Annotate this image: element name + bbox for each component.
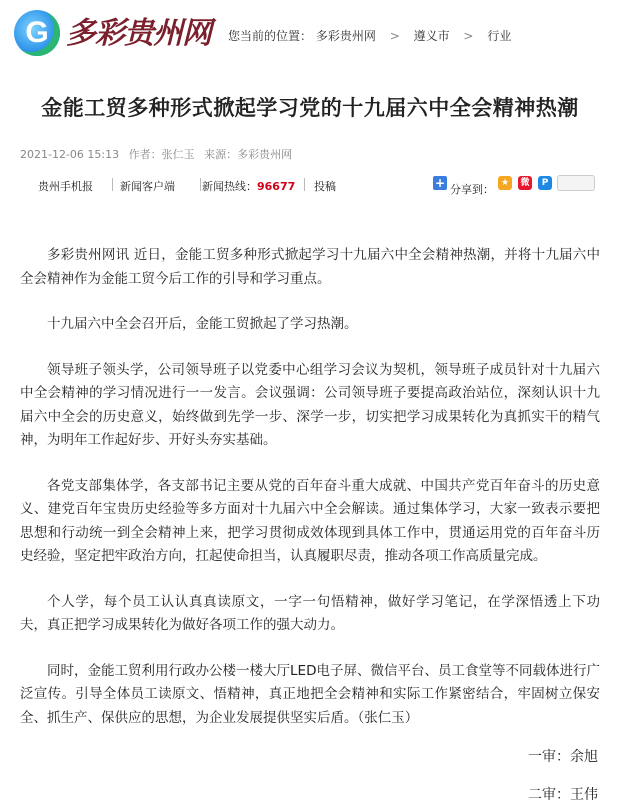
article-paragraph: 十九届六中全会召开后，金能工贸掀起了学习热潮。 [47,316,358,332]
news-hotline [202,178,295,194]
article-title: 金能工贸多种形式掀起学习党的十九届六中全会精神热潮 [41,95,579,120]
toolbar-divider [304,178,305,191]
breadcrumb-item-industry[interactable]: 行业 [487,29,512,43]
breadcrumb-item-city[interactable]: 遵义市 [413,29,450,43]
logo-g-mark [14,10,60,56]
article-paragraph: 各党支部集体学，各支部书记主要从党的百年奋斗重大成就、中国共产党百年奋斗的历史意义、建党百年宝贵历史经验等多方面对十九届六中全会解读。通过集体学习，大家一致表示要把思想和行动统一到全会精神上来，把学习贯彻成效体现到具体工作中，贯通运用党的百年奋斗历史经验，坚定把牢政治方向，扛起使命担当，认真履职尽责，推动各项工作高质量完成。 [20,477,600,564]
toolbar-divider [112,178,113,191]
site-logo[interactable] [14,10,224,62]
share-plus-icon[interactable]: + [434,176,446,190]
hotline-label: 新闻热线： [202,180,257,193]
article-toolbar [20,172,600,198]
article-paragraph: 多彩贵州网讯 近日，金能工贸多种形式掀起学习十九届六中全会精神热潮，并将十九届六中全会精神作为金能工贸今后工作的引导和学习重点。 [20,247,600,287]
hotline-number: 96677 [257,180,296,193]
qzone-share-icon[interactable]: ★ [498,176,512,190]
mobile-news-link[interactable]: 贵州手机报 [38,180,93,193]
logo-wordmark: 多彩贵州网 [66,16,211,51]
breadcrumb-item-home[interactable]: 多彩贵州网 [315,29,376,43]
breadcrumb-separator: > [463,29,474,43]
article-date: 2021-12-06 15:13 [20,148,120,161]
breadcrumb [228,28,511,44]
article-body [20,244,600,752]
weibo-share-icon[interactable]: 微 [518,176,532,190]
more-share-button[interactable] [557,175,595,191]
submit-link[interactable]: 投稿 [314,180,336,193]
breadcrumb-separator: > [389,29,400,43]
site-header [0,0,620,80]
article-source: 来源：多彩贵州网 [204,148,293,161]
article-paragraph: 领导班子领头学，公司领导班子以党委中心组学习会议为契机，领导班子成员针对十九届六中全会精神的学习情况进行一一发言。会议强调：公司领导班子要提高政治站位，深刻认识十九届六中全会的历史意义，始终做到先学一步、深学一步，切实把学习成果转化为真抓实干的精气神，为明年工作起好步、开好头夯实基础。 [20,361,600,448]
tencent-share-icon[interactable]: P [538,176,552,190]
article-meta [20,146,298,162]
first-reviewer: 一审：余旭 [528,749,598,765]
article-paragraph: 个人学，每个员工认认真真读原文，一字一句悟精神，做好学习笔记，在学深悟透上下功夫，真正把学习成果转化为做好各项工作的强大动力。 [20,593,600,633]
second-reviewer: 二审：王伟 [528,787,598,803]
article-paragraph: 同时，金能工贸利用行政办公楼一楼大厅LED电子屏、微信平台、员工食堂等不同载体进行广泛宣传。引导全体员工读原文、悟精神，真正地把全会精神和实际工作紧密结合，牢固树立保安全、抓生产、保供应的思想，为企业发展提供坚实后盾。（张仁玉） [20,662,600,726]
share-label: 分享到： [450,183,494,196]
logo-letter: G [25,16,49,49]
article-author: 作者：张仁玉 [128,148,195,161]
breadcrumb-label: 您当前的位置： [228,29,313,43]
news-client-link[interactable]: 新闻客户端 [120,180,175,193]
toolbar-divider [200,178,201,191]
